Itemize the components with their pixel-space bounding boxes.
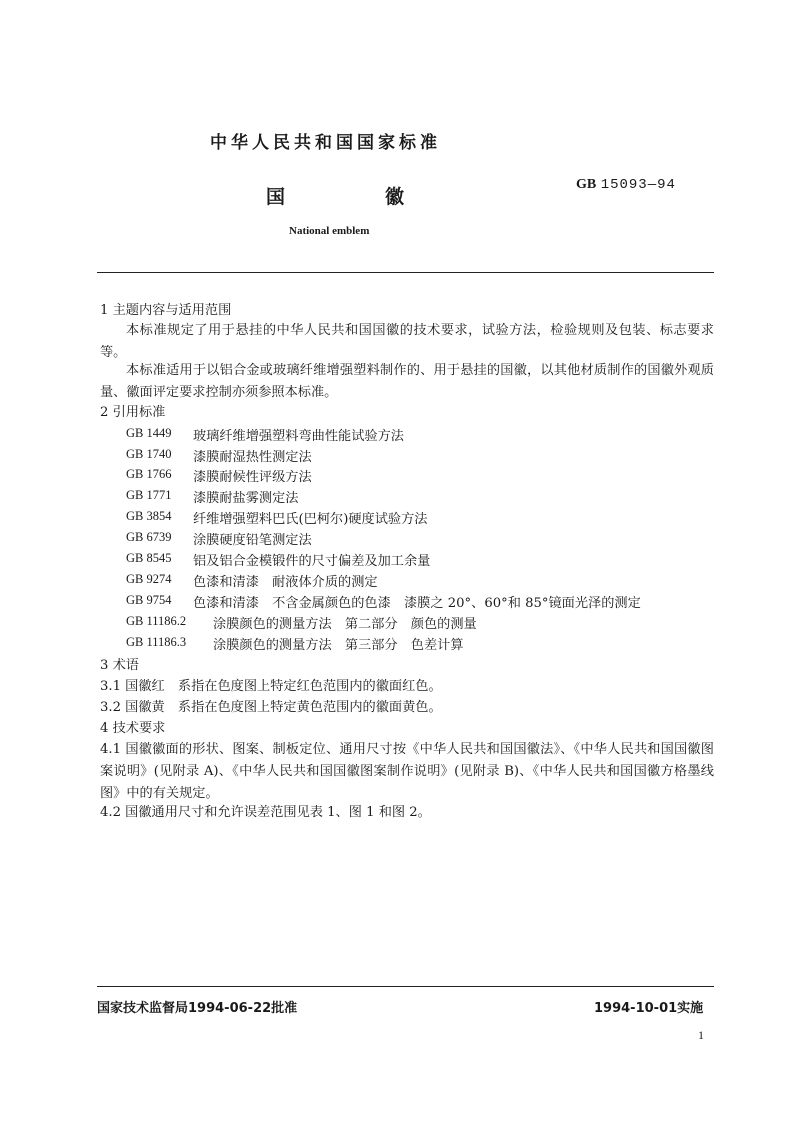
- section-3-heading: 3 术语: [100, 658, 139, 673]
- standard-number-value: 15093—94: [600, 177, 676, 193]
- clause-4-1: 4.1 国徽徽面的形状、图案、制板定位、通用尺寸按《中华人民共和国国徽法》、《中华人民共和国国徽图案说明》(见附录 A)、《中华人民共和国国徽图案制作说明》(见附录 B)、《中华人民共和国国徽方格墨线图》中的有关规定。: [100, 742, 714, 801]
- term-3-2: 3.2 国徽黄 系指在色度图上特定黄色范围内的徽面黄色。: [100, 700, 442, 715]
- footer-divider: [97, 986, 714, 987]
- implementation-date: 1994-10-01实施: [594, 1001, 704, 1016]
- document-title-char-1: 国: [266, 186, 286, 208]
- header-divider: [97, 272, 714, 273]
- reference-title: 漆膜耐盐雾测定法: [193, 491, 299, 506]
- reference-title: 色漆和清漆 不含金属颜色的色漆 漆膜之 20°、60°和 85°镜面光泽的测定: [193, 596, 641, 611]
- reference-title: 涂膜颜色的测量方法 第三部分 色差计算: [213, 638, 464, 653]
- reference-title: 漆膜耐湿热性测定法: [193, 450, 312, 465]
- standard-number: [576, 176, 676, 193]
- reference-title: 涂膜硬度铅笔测定法: [193, 533, 312, 548]
- document-title-char-2: 徽: [385, 186, 405, 208]
- standard-body-title: 中华人民共和国国家标准: [210, 133, 441, 153]
- reference-code: GB 8545: [126, 551, 172, 565]
- reference-title: 铝及铝合金模锻件的尺寸偏差及加工余量: [193, 554, 431, 569]
- reference-code: GB 1449: [126, 426, 172, 440]
- reference-code: GB 1766: [126, 467, 172, 481]
- reference-code: GB 3854: [126, 509, 172, 523]
- section-1-heading: 1 主题内容与适用范围: [100, 303, 232, 318]
- approval-statement: 国家技术监督局1994-06-22批准: [97, 1001, 298, 1016]
- section-1-paragraph-1: 本标准规定了用于悬挂的中华人民共和国国徽的技术要求，试验方法，检验规则及包装、标志要求等。: [100, 323, 714, 360]
- reference-code: GB 1771: [126, 488, 172, 502]
- standard-number-prefix: GB: [576, 177, 597, 192]
- reference-title: 色漆和清漆 耐液体介质的测定: [193, 575, 378, 590]
- reference-title: 漆膜耐候性评级方法: [193, 470, 312, 485]
- reference-title: 纤维增强塑料巴氏(巴柯尔)硬度试验方法: [193, 512, 428, 527]
- reference-code: GB 1740: [126, 447, 172, 461]
- english-title: National emblem: [289, 225, 370, 237]
- clause-4-2: 4.2 国徽通用尺寸和允许误差范围见表 1、图 1 和图 2。: [100, 805, 431, 820]
- section-2-heading: 2 引用标准: [100, 405, 166, 420]
- reference-code: GB 11186.2: [126, 614, 187, 628]
- reference-code: GB 9274: [126, 572, 172, 586]
- page-number: 1: [698, 1028, 704, 1042]
- reference-title: 玻璃纤维增强塑料弯曲性能试验方法: [193, 429, 404, 444]
- reference-code: GB 11186.3: [126, 635, 187, 649]
- section-4-heading: 4 技术要求: [100, 721, 166, 736]
- reference-code: GB 9754: [126, 593, 172, 607]
- term-3-1: 3.1 国徽红 系指在色度图上特定红色范围内的徽面红色。: [100, 679, 442, 694]
- reference-title: 涂膜颜色的测量方法 第二部分 颜色的测量: [213, 617, 477, 632]
- section-1-paragraph-2: 本标准适用于以铝合金或玻璃纤维增强塑料制作的、用于悬挂的国徽，以其他材质制作的国徽外观质量、徽面评定要求控制亦须参照本标准。: [100, 363, 714, 400]
- reference-code: GB 6739: [126, 530, 172, 544]
